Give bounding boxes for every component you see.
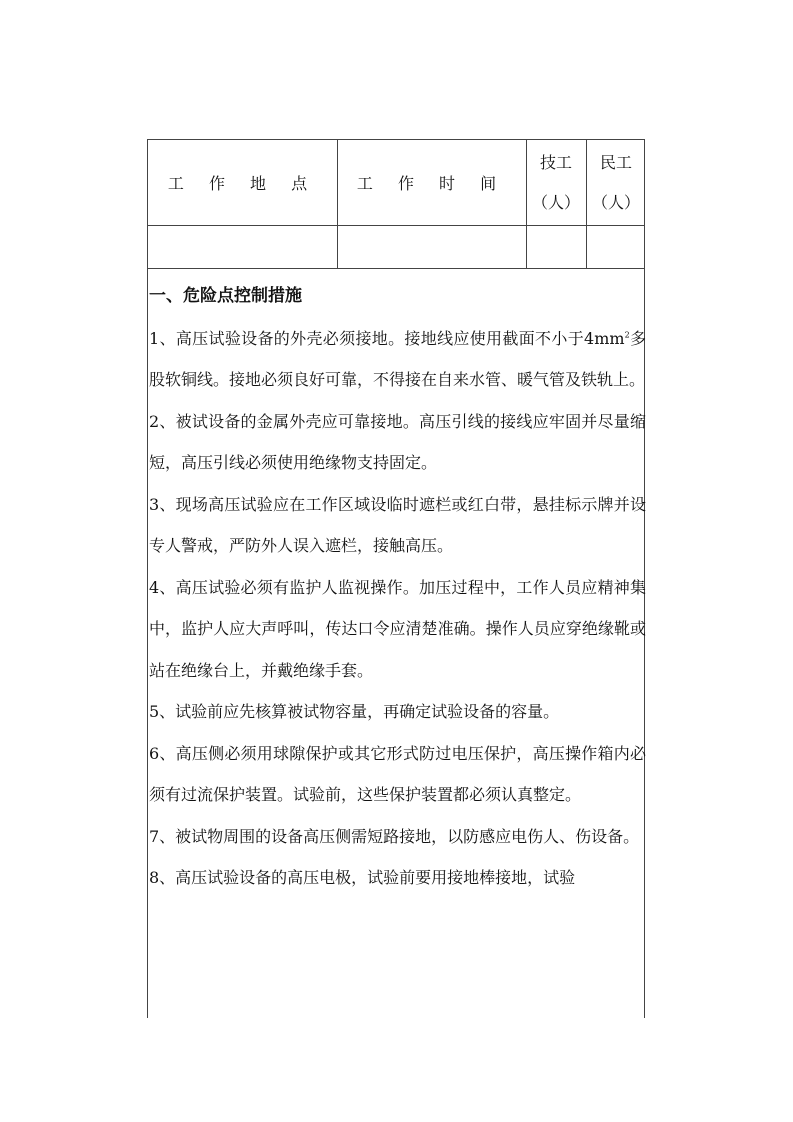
header-technicians-label: 技工 [539,152,572,172]
header-laborers-label: 民工 [599,152,632,172]
header-work-time: 工 作 时 间 [356,174,507,193]
measure-item-5: 5、试验前应先核算被试物容量，再确定试验设备的容量。 [149,702,560,721]
header-technicians-unit: （人） [531,192,580,212]
row-divider [148,268,644,269]
safety-sheet [147,139,645,1018]
measure-item-1-rest: 多股软铜线。接地必须良好可靠，不得接在自来水管、暖气管及铁轨上。 [149,328,646,389]
header-laborers [586,140,646,225]
header-work-location: 工 作 地 点 [167,174,318,193]
measure-item-1-text: 1、高压试验设备的外壳必须接地。接地线应使用截面不小于 [149,328,585,348]
measure-item-7: 7、被试物周围的设备高压侧需短路接地，以防感应电伤人、伤设备。 [149,826,640,846]
cell-location-value [148,225,337,268]
cell-laborers-value [586,225,646,268]
control-measures-section [148,276,646,899]
measure-item-3: 3、现场高压试验应在工作区域设临时遮栏或红白带，悬挂标示牌并设专人警戒，严防外人误入遮栏，接触高压。 [149,494,646,555]
header-laborers-unit: （人） [591,192,640,212]
measure-item-1-unit-exponent: 2 [624,330,630,340]
cell-time-value [337,225,526,268]
measure-item-6: 6、高压侧必须用球隙保护或其它形式防过电压保护，高压操作箱内必须有过流保护装置。试验前，这些保护装置都必须认真整定。 [149,743,646,804]
header-technicians [526,140,586,225]
measure-item-2: 2、被试设备的金属外壳应可靠接地。高压引线的接线应牢固并尽量缩短，高压引线必须使用绝缘物支持固定。 [149,411,646,472]
cell-technicians-value [526,225,586,268]
measure-item-8: 8、高压试验设备的高压电极，试验前要用接地棒接地，试验 [149,868,576,887]
measure-item-4: 4、高压试验必须有监护人监视操作。加压过程中，工作人员应精神集中，监护人应大声呼叫，传达口令应清楚准确。操作人员应穿绝缘靴或站在绝缘台上，并戴绝缘手套。 [149,577,646,680]
measure-item-1-unit: 4mm [584,328,625,348]
section-title: 一、危险点控制措施 [149,286,302,306]
measure-item-1 [148,318,646,401]
